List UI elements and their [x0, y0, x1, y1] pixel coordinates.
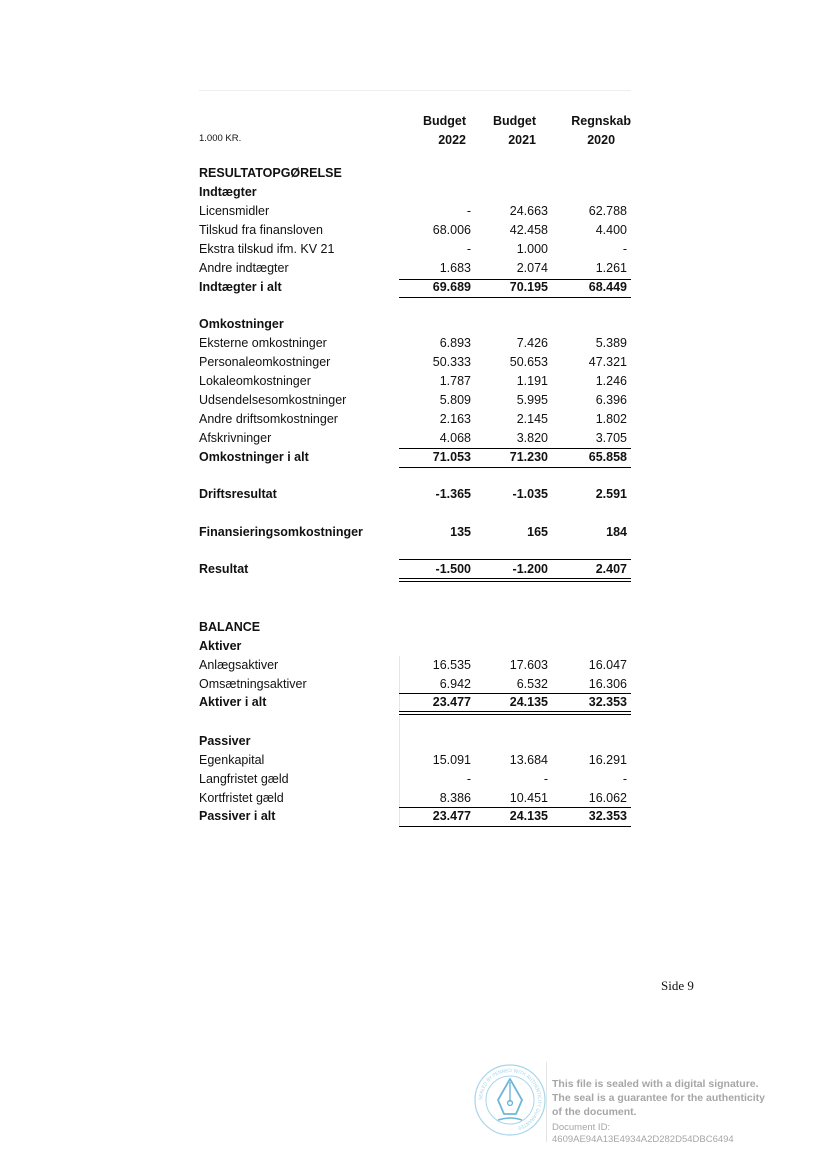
underline-aktiver: [399, 693, 631, 694]
row-value: 16.062: [588, 791, 627, 805]
rule-above-resultat: [399, 559, 631, 560]
row-value: 6.942: [439, 677, 471, 691]
row-value: 1.683: [439, 261, 471, 275]
row-label: Omsætningsaktiver: [199, 677, 307, 691]
row-value: 2.591: [595, 487, 627, 501]
row-value: 42.458: [509, 223, 548, 237]
row-value: 10.451: [509, 791, 548, 805]
seal-statement: [552, 1077, 812, 1119]
row-label: BALANCE: [199, 620, 261, 634]
column-header-line1: Budget: [422, 114, 466, 128]
table-row: [199, 261, 631, 280]
document-id: [552, 1122, 734, 1146]
row-value: 3.820: [516, 431, 548, 445]
row-value: 24.663: [509, 204, 548, 218]
underline-passiver: [399, 807, 631, 808]
row-value: -: [543, 772, 548, 786]
document-id-label: Document ID:: [552, 1122, 611, 1133]
row-value: 23.477: [432, 695, 471, 709]
row-value: 7.426: [516, 336, 548, 350]
column-header-regnskab-2020: [571, 112, 631, 150]
table-row: [199, 317, 631, 336]
row-label: Kortfristet gæld: [199, 791, 284, 805]
row-value: 5.809: [439, 393, 471, 407]
row-label: Omkostninger: [199, 317, 284, 331]
row-value: 47.321: [588, 355, 627, 369]
row-label: Indtægter i alt: [199, 280, 282, 294]
column-header-line2: 2022: [438, 133, 466, 147]
row-value: -1.035: [512, 487, 548, 501]
row-label: Andre driftsomkostninger: [199, 412, 338, 426]
column-header-line1: Regnskab: [571, 114, 631, 128]
table-row: [199, 185, 631, 204]
row-label: Finansieringsomkostninger: [199, 525, 363, 539]
underline-omkostninger-total: [399, 467, 631, 468]
table-row: [199, 639, 631, 658]
double-rule-aktiver-1: [399, 711, 631, 712]
row-value: 70.195: [509, 280, 548, 294]
row-value: 2.145: [516, 412, 548, 426]
row-value: 1.787: [439, 374, 471, 388]
row-label: Tilskud fra finansloven: [199, 223, 323, 237]
row-value: 2.074: [516, 261, 548, 275]
table-row: [199, 412, 631, 431]
row-value: 50.333: [432, 355, 471, 369]
document-id-value: 4609AE94A13E4934A2D282D54DBC6494: [552, 1134, 734, 1145]
row-value: 16.047: [588, 658, 627, 672]
row-value: 4.400: [595, 223, 627, 237]
double-rule-resultat-2: [399, 581, 631, 582]
row-value: 69.689: [432, 280, 471, 294]
row-label: Omkostninger i alt: [199, 450, 309, 464]
row-value: 68.449: [588, 280, 627, 294]
seal-line-1: This file is sealed with a digital signature.: [552, 1078, 759, 1090]
underline-indtaegter-total: [399, 297, 631, 298]
double-rule-resultat-1: [399, 578, 631, 579]
row-label: Passiver i alt: [199, 809, 276, 823]
underline-omkostninger: [399, 448, 631, 449]
row-label: RESULTATOPGØRELSE: [199, 166, 342, 180]
table-row: [199, 525, 631, 544]
row-value: 13.684: [509, 753, 548, 767]
unit-label: 1.000 KR.: [199, 133, 242, 144]
row-value: 6.532: [516, 677, 548, 691]
table-row: [199, 355, 631, 374]
row-label: Personaleomkostninger: [199, 355, 331, 369]
row-value: 32.353: [588, 695, 627, 709]
row-label: Langfristet gæld: [199, 772, 289, 786]
seal-line-2: The seal is a guarantee for the authenticity: [552, 1092, 765, 1104]
row-value: -1.500: [435, 562, 471, 576]
row-value: -: [466, 242, 471, 256]
row-value: 65.858: [588, 450, 627, 464]
row-value: 71.230: [509, 450, 548, 464]
table-row: [199, 374, 631, 393]
row-value: 1.802: [595, 412, 627, 426]
row-label: Indtægter: [199, 185, 257, 199]
row-value: 62.788: [588, 204, 627, 218]
row-label: Udsendelsesomkostninger: [199, 393, 347, 407]
seal-line-3: of the document.: [552, 1106, 637, 1118]
row-label: Licensmidler: [199, 204, 270, 218]
table-row: [199, 734, 631, 753]
row-value: 16.535: [432, 658, 471, 672]
underline-indtaegter: [399, 279, 631, 280]
column-header-line1: Budget: [492, 114, 536, 128]
row-label: Ekstra tilskud ifm. KV 21: [199, 242, 335, 256]
row-value: 2.163: [439, 412, 471, 426]
row-value: 1.191: [516, 374, 548, 388]
row-value: 184: [606, 525, 627, 539]
row-label: Egenkapital: [199, 753, 265, 767]
top-rule: [199, 90, 631, 91]
table-row: [199, 242, 631, 261]
underline-passiver-total: [399, 826, 631, 827]
row-value: 24.135: [509, 809, 548, 823]
passiver-column-guide: [399, 716, 400, 826]
table-row: [199, 753, 631, 772]
row-value: 2.407: [595, 562, 627, 576]
row-value: 1.261: [595, 261, 627, 275]
table-row: [199, 204, 631, 223]
row-label: Lokaleomkostninger: [199, 374, 311, 388]
table-row: [199, 772, 631, 791]
table-row: [199, 620, 631, 639]
page-number: Side 9: [661, 978, 694, 993]
row-value: 24.135: [509, 695, 548, 709]
row-value: 16.291: [588, 753, 627, 767]
row-value: 1.000: [516, 242, 548, 256]
double-rule-aktiver-2: [399, 714, 631, 715]
row-value: 16.306: [588, 677, 627, 691]
row-label: Anlægsaktiver: [199, 658, 279, 672]
row-value: 135: [450, 525, 471, 539]
column-header-budget-2021: [493, 112, 536, 150]
row-value: 5.389: [595, 336, 627, 350]
row-value: 23.477: [432, 809, 471, 823]
row-value: 17.603: [509, 658, 548, 672]
row-label: Andre indtægter: [199, 261, 289, 275]
row-value: 71.053: [432, 450, 471, 464]
row-value: -: [466, 204, 471, 218]
row-value: -1.365: [435, 487, 471, 501]
row-value: 1.246: [595, 374, 627, 388]
column-header-line2: 2020: [587, 133, 616, 147]
row-label: Resultat: [199, 562, 249, 576]
row-value: 165: [527, 525, 548, 539]
row-value: -1.200: [512, 562, 548, 576]
row-label: Aktiver: [199, 639, 242, 653]
column-header-line2: 2021: [508, 133, 536, 147]
table-row: [199, 658, 631, 677]
row-value: -: [622, 242, 627, 256]
row-label: Aktiver i alt: [199, 695, 267, 709]
row-label: Driftsresultat: [199, 487, 277, 501]
aktiver-column-guide: [399, 656, 400, 712]
row-label: Passiver: [199, 734, 251, 748]
table-row: [199, 336, 631, 355]
row-value: 4.068: [439, 431, 471, 445]
row-value: 5.995: [516, 393, 548, 407]
row-value: -: [466, 772, 471, 786]
row-label: Afskrivninger: [199, 431, 272, 445]
seal-divider: [546, 1062, 547, 1142]
table-row: [199, 393, 631, 412]
table-row: [199, 487, 631, 506]
seal-ring-text: SEALED BY PENNEO WITH AUTHENTICITY GUARANTEE: [478, 1068, 542, 1130]
row-value: 8.386: [439, 791, 471, 805]
row-value: 68.006: [432, 223, 471, 237]
column-header-budget-2022: [423, 112, 466, 150]
row-value: 32.353: [588, 809, 627, 823]
row-value: 6.396: [595, 393, 627, 407]
penneo-seal-icon: [472, 1062, 548, 1138]
row-value: 15.091: [432, 753, 471, 767]
table-row: [199, 223, 631, 242]
row-value: 50.653: [509, 355, 548, 369]
row-value: -: [622, 772, 627, 786]
table-row: [199, 166, 631, 185]
row-value: 3.705: [595, 431, 627, 445]
row-label: Eksterne omkostninger: [199, 336, 327, 350]
row-value: 6.893: [439, 336, 471, 350]
